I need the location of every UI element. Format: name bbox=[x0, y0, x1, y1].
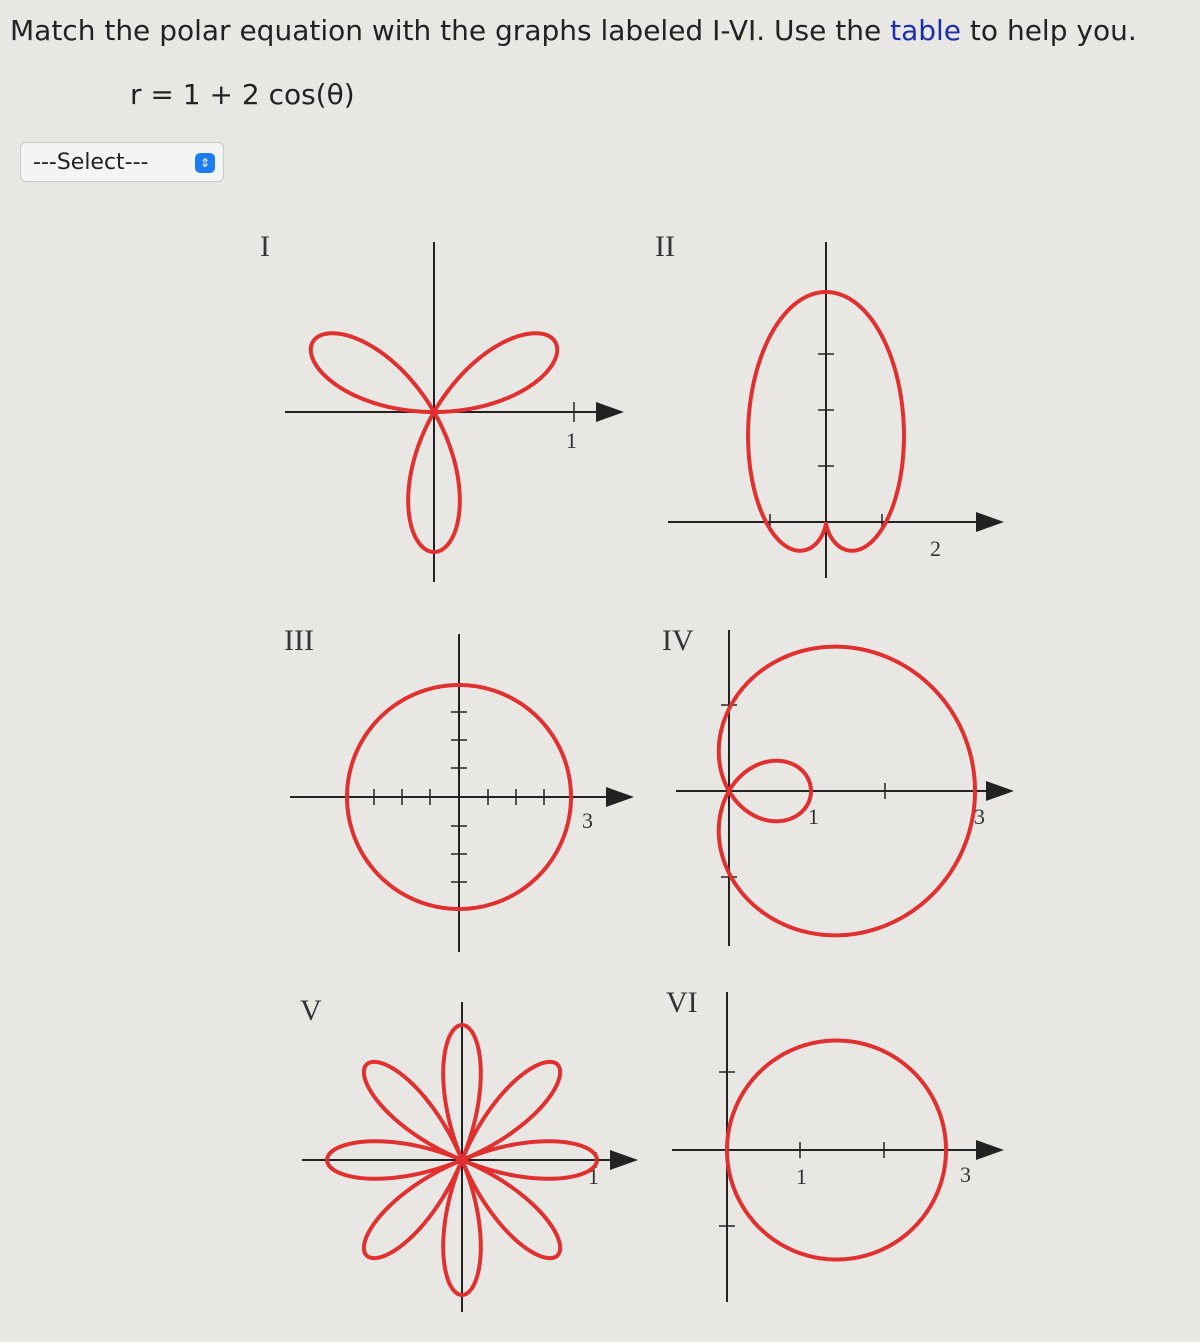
graph-III-label: III bbox=[284, 624, 314, 657]
graph-I-tick-label: 1 bbox=[566, 428, 577, 453]
chevron-updown-icon: ⇕ bbox=[195, 153, 215, 173]
graph-IV[interactable] bbox=[662, 624, 1010, 946]
graph-II[interactable] bbox=[655, 230, 1000, 578]
graph-VI-label: VI bbox=[666, 986, 698, 1019]
graph-I-label: I bbox=[260, 230, 270, 263]
question-suffix: to help you. bbox=[961, 14, 1137, 47]
graph-IV-label: IV bbox=[662, 624, 694, 657]
graph-V-label: V bbox=[300, 994, 322, 1027]
graph-I[interactable] bbox=[260, 230, 620, 582]
graph-III-tick-label: 3 bbox=[582, 808, 593, 833]
graph-VI-tick-label-3: 3 bbox=[960, 1162, 971, 1187]
select-value: ---Select--- bbox=[33, 149, 149, 175]
graph-IV-tick-label-3: 3 bbox=[974, 804, 985, 829]
graph-II-tick-label: 2 bbox=[930, 536, 941, 561]
graph-V-tick-label: 1 bbox=[588, 1164, 599, 1189]
graph-II-label: II bbox=[655, 230, 675, 263]
table-link[interactable]: table bbox=[890, 14, 962, 47]
question-prefix: Match the polar equation with the graphs labeled I-VI. Use the bbox=[10, 14, 891, 47]
graph-III[interactable] bbox=[284, 624, 630, 952]
graph-IV-tick-label-1: 1 bbox=[808, 804, 819, 829]
graph-VI-tick-label-1: 1 bbox=[796, 1164, 807, 1189]
graph-VI[interactable] bbox=[666, 986, 1000, 1302]
polar-equation: r = 1 + 2 cos(θ) bbox=[130, 78, 355, 111]
graph-V[interactable] bbox=[300, 994, 634, 1312]
